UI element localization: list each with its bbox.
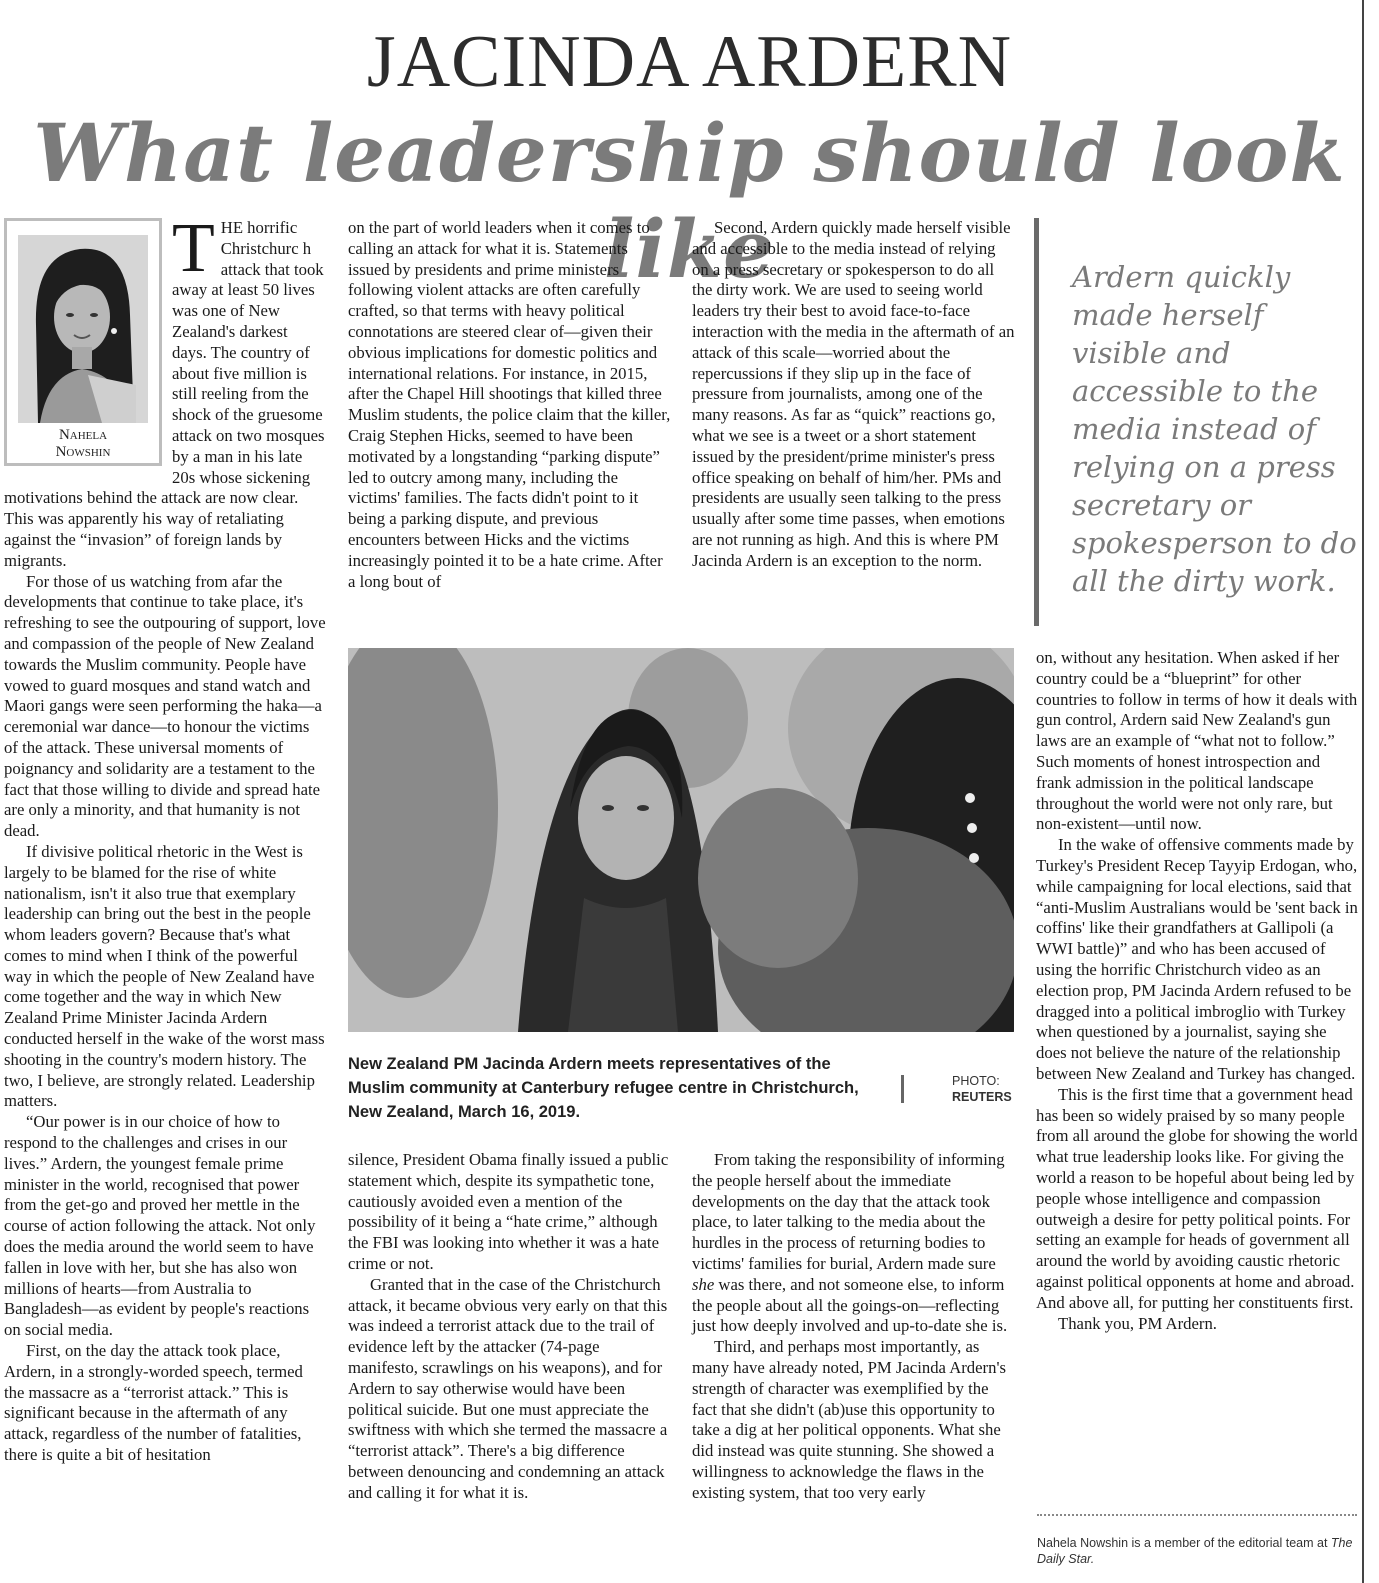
paragraph: First, on the day the attack took place, Ardern, in a strongly-worded speech, termed the massacre as a “terrorist attack.” This is significant because in the aftermath of any attack, regardless of the number of fatalities, there is quite a bit of hesitation [4,1341,303,1465]
photo-caption: New Zealand PM Jacinda Ardern meets representatives of the Muslim community at Canterbury refugee centre in Christchurch, New Zealand, March 16, 2019. [348,1055,859,1121]
column-2-bottom [348,1150,672,1504]
subheadline: What leadership should look like [33,106,1346,296]
paragraph: Third, and perhaps most importantly, as many have already noted, PM Jacinda Ardern's strength of character was exemplified by the fact that she didn't (ab)use this opportunity to take a dig at her political opponents. What she did instead was quite stunning. She showed a willingness to acknowledge the flaws in the existing system, that too very early [692,1337,1006,1502]
paragraph: “Our power is in our choice of how to respond to the challenges and crises in our lives.” Ardern, the youngest female prime minister in the world, recognised that power from the get-go and proved her mettle in the course of action following the attack. Not only does the media around the world seem to have fallen in love with her, but she has also won millions of hearts—from Australia to Bangladesh—as evident by people's reactions on social media. [4,1112,316,1340]
column-4 [1036,648,1358,1334]
credit-label: PHOTO: [952,1074,1000,1088]
column-3-top [692,218,1016,572]
credit-bar [901,1075,904,1103]
paragraph: Second, Ardern quickly made herself visible and accessible to the media instead of relying on a press secretary or spokesperson to do all the dirty work. We are used to seeing world leaders try their best to avoid face-to-face interaction with the media in the aftermath of an attack of this scale—worried about the repercussions if they slip up in the face of pressure from journalists, among one of the many reasons. As far as “quick” reactions go, what we see is a tweet or a short statement issued by the president/prime minister's press office speaking on behalf of him/her. PMs and presidents are usually seen talking to the press usually after some time passes, when emotions are not running as high. And this is where PM Jacinda Ardern is an exception to the norm. [692,218,1015,570]
author-name-line2: Nowshin [55,444,111,460]
credit-source: REUTERS [952,1090,1012,1104]
paragraph: on, without any hesitation. When asked if her country could be a “blueprint” for other countries to follow in terms of how it deals with gun control, Ardern said New Zealand's gun laws are an example of “what not to follow.” Such moments of honest introspection and frank admission in the political landscape throughout the world were not only rare, but non-existent—until now. [1036,648,1358,834]
column-2-top [348,218,672,592]
photo-credit [952,1073,1012,1105]
main-photo [348,648,1014,1032]
paragraph: This is the first time that a government head has been so widely praised by so many people from all around the globe for showing the world what true leadership looks like. For giving the world a reason to be hopeful about being led by people whose intelligence and compassion outweigh a desire for petty political points. For setting an example for heads of government all around the world by avoiding caustic rhetoric against political opponents at home and abroad. And above all, for putting her constituents first. [1036,1084,1358,1312]
column-1 [4,210,326,1466]
author-name-line1: Nahela [58,427,108,443]
paragraph: on the part of world leaders when it comes to calling an attack for what it is. Statements issued by presidents and prime ministers following violent attacks are often carefully crafted, so that terms with heavy political connotations are steered clear of—given their obvious implications for domestic politics and international relations. For instance, in 2015, after the Chapel Hill shootings that killed three Muslim students, the police claim that the killer, Craig Stephen Hicks, seemed to have been motivated by a longstanding “parking dispute” led to outcry among many, including the victims' families. The facts didn't point to it being a parking dispute, and previous encounters between Hicks and the victims increasingly pointed it to be a hate crime. After a long bout of [348,218,671,591]
author-photo-box [4,218,162,466]
author-bio [1037,1535,1362,1567]
pullquote-bar [1034,218,1039,626]
paragraph: If divisive political rhetoric in the West is largely to be blamed for the rise of white nationalism, isn't it also true that exemplary leadership can bring out the best in the people whom leaders govern? Because that's what comes to mind when I think of the powerful way in which the people of New Zealand have come together and the way in which New Zealand Prime Minister Jacinda Ardern conducted herself in the wake of the worst mass shooting in the country's modern history. The two, I believe, are strongly related. Leadership matters. [4,841,325,1111]
bio-text: Nahela Nowshin is a member of the editorial team at [1037,1536,1331,1550]
headline: JACINDA ARDERN [366,21,1013,103]
text-span: From taking the responsibility of informing the people herself about the immediate developments on the day that the attack took place, to later talking to the media about the hurdles in the process of returning bodies to victims' families for burial, Ardern made sure [692,1150,1005,1273]
text-span: was there, and not someone else, to inform the people about all the goings-on—reflecting just how deeply involved and up-to-date she is. [692,1274,1008,1336]
paragraph-text: HE horrific Christchurc h attack that took away at least 50 lives was one of New Zealand's darkest days. The country of about five million is still reeling from the shock of the gruesome attack on two mosques by a man in his late 20s whose sickening motivations behind the attack are now clear. This was apparently his way of retaliating against the “invasion” of foreign lands by migrants. [4,218,325,570]
divider [1037,1514,1357,1516]
paragraph: silence, President Obama finally issued a public statement which, despite its sympathetic tone, cautiously avoided even a mention of the possibility of it being a “hate crime,” although the FBI was looking into whether it was a hate crime or not. [348,1150,669,1273]
paragraph: In the wake of offensive comments made by Turkey's President Recep Tayyip Erdogan, who, while campaigning for local elections, said that “anti-Muslim Australians would be 'sent back in coffins' like their grandfathers at Gallipoli (a WWI battle)” and who has been accused of using the horrific Christchurch video as an election prop, PM Jacinda Ardern refused to be dragged into a political imbroglio with Turkey when questioned by a journalist, saying she does not believe the nature of the relationship between New Zealand and Turkey has changed. [1036,835,1358,1083]
paragraph: For those of us watching from afar the developments that continue to take place, it's refreshing to see the outpouring of support, love and compassion of the people of New Zealand towards the Muslim community. People have vowed to guard mosques and stand watch and Maori gangs were seen performing the haka—a ceremonial war dance—to honour the victims of the attack. These universal moments of poignancy and solidarity are a testament to the fact that those willing to divide and spread hate are only a minority, and that humanity is not dead. [4,571,326,841]
author-portrait [18,235,148,423]
bio-outlet: The Daily Star. [1037,1536,1353,1566]
paragraph [692,1150,1016,1337]
pullquote: Ardern quickly made herself visible and accessible to the media instead of relying on a press secretary or spokesperson to do all the dirty work. [1072,260,1357,598]
emphasis: she [692,1274,715,1294]
drop-cap: T [172,210,215,287]
paragraph: Granted that in the case of the Christchurch attack, it became obvious very early on that this was indeed a terrorist attack due to the trail of evidence left by the attacker (74-page manifesto, scrawlings on his weapons), and for Ardern to say otherwise would have been political suicide. But one must appreciate the swiftness with which she termed the massacre a “terrorist attack”. There's a big difference between denouncing and condemning an attack and calling it for what it is. [348,1274,668,1502]
paragraph: Thank you, PM Ardern. [1058,1313,1217,1333]
column-3-bottom [692,1150,1016,1504]
